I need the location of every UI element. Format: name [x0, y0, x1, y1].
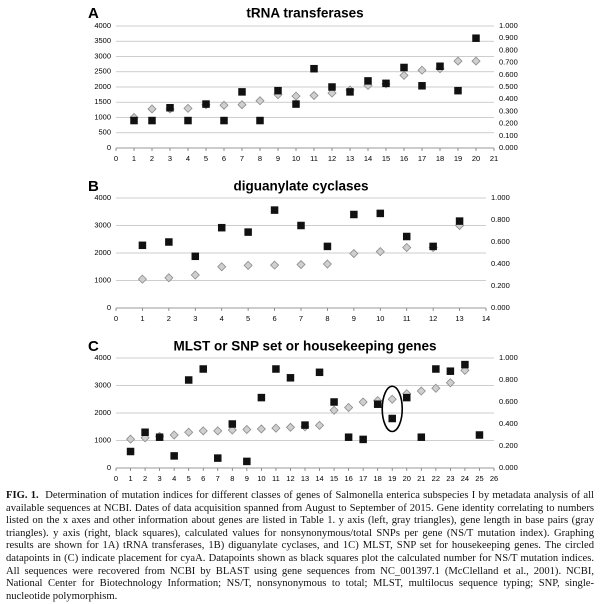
y-left-tick-label: 2000 — [94, 247, 111, 257]
ns-t-index-point — [271, 206, 279, 214]
x-tick-label: 23 — [446, 473, 455, 483]
ns-t-index-point — [328, 83, 336, 91]
ns-t-index-point — [185, 376, 193, 384]
ns-t-index-point — [256, 117, 264, 125]
x-tick-label: 1 — [140, 313, 145, 323]
chart-panel-a — [88, 5, 518, 163]
y-right-tick-label: 0.600 — [499, 69, 518, 79]
gene-length-point — [454, 57, 462, 65]
gene-length-point — [472, 57, 480, 65]
ns-t-index-point — [127, 448, 134, 456]
ns-t-index-point — [461, 361, 469, 369]
ns-t-index-point — [476, 431, 484, 439]
x-tick-label: 15 — [329, 473, 339, 483]
gene-length-point — [243, 426, 251, 434]
y-right-tick-label: 0.400 — [499, 94, 518, 104]
x-tick-label: 5 — [186, 473, 191, 483]
ns-t-index-point — [165, 238, 173, 246]
ns-t-index-point — [472, 34, 480, 42]
y-right-tick-label: 1.000 — [499, 20, 518, 30]
gene-length-point — [417, 387, 425, 395]
gene-length-point — [256, 97, 264, 105]
gene-length-point — [185, 428, 193, 436]
x-tick-label: 5 — [203, 153, 209, 163]
gene-length-point — [214, 427, 222, 435]
gene-length-point — [323, 260, 331, 268]
x-tick-label: 16 — [344, 473, 353, 483]
x-tick-label: 7 — [215, 473, 220, 483]
y-left-tick-label: 2000 — [94, 81, 111, 91]
y-left-tick-label: 4000 — [94, 352, 111, 362]
ns-t-index-point — [310, 65, 318, 73]
y-left-tick-label: 0 — [106, 302, 111, 312]
x-tick-label: 9 — [351, 313, 356, 323]
x-tick-label: 1 — [128, 473, 133, 483]
chart-panel-b — [88, 178, 510, 323]
gene-length-point — [418, 66, 426, 74]
x-tick-label: 4 — [172, 473, 177, 483]
gene-length-point — [286, 423, 294, 431]
y-right-tick-label: 0.600 — [499, 396, 518, 406]
y-left-tick-label: 1500 — [94, 97, 111, 107]
y-right-tick-label: 0.200 — [499, 440, 518, 450]
y-left-tick-label: 1000 — [94, 435, 111, 445]
chart-title: tRNA transferases — [246, 5, 364, 21]
x-tick-label: 2 — [149, 153, 155, 163]
gene-length-point — [238, 101, 246, 109]
x-tick-label: 8 — [230, 473, 235, 483]
y-left-tick-label: 3000 — [94, 51, 111, 61]
ns-t-index-point — [218, 224, 226, 232]
ns-t-index-point — [432, 365, 440, 373]
ns-t-index-point — [229, 420, 237, 428]
ns-t-index-point — [429, 243, 437, 251]
y-left-tick-label: 500 — [98, 127, 111, 137]
gene-length-point — [218, 263, 226, 271]
x-tick-label: 14 — [315, 473, 324, 483]
ns-t-index-point — [139, 242, 147, 250]
y-right-tick-label: 0.500 — [499, 81, 518, 91]
x-tick-label: 11 — [402, 313, 411, 323]
gene-length-point — [310, 92, 318, 100]
ns-t-index-point — [447, 367, 455, 375]
ns-t-index-point — [170, 452, 178, 460]
gene-length-point — [376, 248, 384, 256]
ns-t-index-point — [192, 253, 200, 260]
ns-t-index-point — [364, 77, 372, 85]
panel-letter: A — [88, 4, 99, 22]
x-tick-label: 17 — [358, 473, 368, 483]
ns-t-index-point — [403, 233, 411, 241]
y-right-tick-label: 0.800 — [499, 45, 518, 55]
x-tick-label: 15 — [381, 153, 391, 163]
y-left-tick-label: 1000 — [94, 275, 111, 285]
x-tick-label: 1 — [131, 153, 137, 163]
ns-t-index-point — [330, 398, 338, 406]
y-right-tick-label: 0.000 — [499, 142, 518, 152]
x-tick-label: 4 — [219, 313, 224, 323]
figure-caption — [6, 490, 594, 603]
ns-t-index-point — [214, 454, 222, 462]
ns-t-index-point — [316, 369, 324, 377]
x-tick-label: 24 — [460, 473, 470, 483]
gene-length-point — [388, 395, 396, 403]
y-left-tick-label: 2000 — [94, 407, 111, 417]
y-right-tick-label: 0.000 — [491, 302, 510, 312]
gene-length-point — [199, 427, 207, 435]
ns-t-index-point — [238, 88, 246, 96]
x-tick-label: 5 — [246, 313, 251, 323]
ns-t-index-point — [287, 374, 295, 382]
gene-length-point — [292, 92, 300, 100]
ns-t-index-point — [202, 100, 210, 108]
x-tick-label: 20 — [402, 473, 411, 483]
cyaA-highlight-circle — [382, 386, 402, 431]
x-tick-label: 3 — [167, 153, 173, 163]
x-tick-label: 18 — [435, 153, 445, 163]
ns-t-index-point — [456, 217, 464, 225]
x-tick-label: 6 — [272, 313, 277, 323]
x-tick-label: 9 — [244, 473, 249, 483]
x-tick-label: 20 — [471, 153, 481, 163]
ns-t-index-point — [400, 64, 408, 71]
x-tick-label: 2 — [166, 313, 171, 323]
x-tick-label: 19 — [388, 473, 397, 483]
gene-length-point — [316, 421, 324, 429]
x-tick-label: 12 — [286, 473, 295, 483]
x-tick-label: 12 — [327, 153, 337, 163]
x-tick-label: 12 — [428, 313, 438, 323]
x-tick-label: 13 — [300, 473, 310, 483]
gene-length-point — [400, 71, 408, 79]
ns-t-index-point — [292, 100, 300, 108]
x-tick-label: 18 — [373, 473, 382, 483]
x-tick-label: 3 — [193, 313, 198, 323]
gene-length-point — [191, 271, 199, 279]
y-left-tick-label: 1000 — [94, 112, 111, 122]
y-left-tick-label: 4000 — [94, 20, 111, 30]
gene-length-point — [345, 404, 353, 412]
x-tick-label: 17 — [417, 153, 427, 163]
chart-title: MLST or SNP set or housekeeping genes — [173, 338, 437, 354]
x-tick-label: 11 — [272, 473, 280, 483]
y-left-tick-label: 4000 — [94, 192, 111, 202]
y-left-tick-label: 0 — [106, 142, 111, 152]
x-tick-label: 21 — [489, 153, 499, 163]
ns-t-index-point — [274, 87, 282, 95]
ns-t-index-point — [141, 429, 149, 437]
gene-length-point — [403, 244, 411, 252]
gene-length-point — [297, 261, 305, 269]
x-tick-label: 26 — [489, 473, 499, 483]
y-right-tick-label: 0.100 — [499, 130, 518, 140]
x-tick-label: 4 — [185, 153, 191, 163]
y-left-tick-label: 2500 — [94, 66, 111, 76]
y-right-tick-label: 0.600 — [491, 236, 510, 246]
x-tick-label: 3 — [157, 473, 162, 483]
x-tick-label: 10 — [291, 153, 301, 163]
y-left-tick-label: 3500 — [94, 36, 111, 46]
ns-t-index-point — [345, 433, 353, 441]
x-tick-label: 2 — [142, 473, 148, 483]
ns-t-index-point — [377, 210, 385, 218]
x-tick-label: 22 — [431, 473, 441, 483]
y-right-tick-label: 1.000 — [499, 352, 518, 362]
ns-t-index-point — [346, 88, 354, 96]
gene-length-point — [350, 250, 358, 258]
y-left-tick-label: 3000 — [94, 380, 111, 390]
gene-length-point — [138, 275, 146, 283]
x-tick-label: 25 — [475, 473, 484, 483]
x-tick-label: 10 — [376, 313, 385, 323]
caption-label: FIG. 1. — [6, 490, 39, 501]
x-tick-label: 14 — [481, 313, 491, 323]
panel-letter: B — [88, 177, 99, 195]
x-tick-label: 6 — [201, 473, 206, 483]
x-tick-label: 9 — [275, 153, 281, 163]
y-left-tick-label: 3000 — [94, 220, 111, 230]
ns-t-index-point — [324, 243, 332, 251]
chart-panel-c — [88, 338, 518, 483]
y-right-tick-label: 1.000 — [491, 192, 510, 202]
ns-t-index-point — [454, 87, 462, 95]
gene-length-point — [359, 398, 367, 406]
ns-t-index-point — [166, 104, 174, 112]
y-right-tick-label: 0.400 — [499, 418, 518, 428]
ns-t-index-point — [244, 228, 252, 236]
ns-t-index-point — [403, 394, 411, 402]
panel-letter: C — [88, 337, 99, 355]
y-right-tick-label: 0.400 — [491, 258, 510, 268]
x-tick-label: 8 — [257, 153, 263, 163]
ns-t-index-point — [199, 365, 207, 373]
x-tick-label: 0 — [113, 473, 119, 483]
ns-t-index-point — [418, 82, 426, 90]
gene-length-point — [127, 435, 135, 443]
y-right-tick-label: 0.200 — [499, 118, 518, 128]
gene-length-point — [244, 261, 252, 269]
y-right-tick-label: 0.900 — [499, 33, 518, 43]
y-right-tick-label: 0.800 — [499, 374, 518, 384]
x-tick-label: 0 — [113, 313, 119, 323]
ns-t-index-point — [388, 415, 396, 423]
ns-t-index-point — [156, 433, 164, 441]
caption-text: Determination of mutation indices for different classes of genes of Salmonella enterica subspecies I by metadata analysis of all available sequences at NCBI. Dates of data acquisition spanned from August to September of 2015. Gene identity correlating to numbers listed on the x axes and other information about genes are listed in Table 1. y axis (left, gray triangles), gene length in base pairs (gray triangles). y axis (right, black squares), calculated values for nonsynonymous/total SNPs per gene (NS/T mutation index). Graphing results are shown for 1A) tRNA transferases, 1B) diguanylate cyclases, and 1C) MLST, SNP set for housekeeping genes. The circled datapoints in (C) indicate placement for cyaA. Datapoints shown as black squares plot the calculated number for NS/T mutation indices. All sequences were recovered from NCBI by BLAST using gene sequences from NC_001397.1 (McClelland et al., 2001). NCBI, National Center for Biotechnology Information; NS/T, nonsynonymous to total; MLST, multilocus sequence typing; SNP, single-nucleotide polymorphism. — [6, 490, 595, 602]
ns-t-index-point — [436, 63, 444, 70]
ns-t-index-point — [148, 117, 156, 125]
ns-t-index-point — [184, 117, 192, 125]
x-tick-label: 21 — [417, 473, 426, 483]
ns-t-index-point — [418, 433, 426, 441]
x-tick-label: 13 — [345, 153, 355, 163]
x-tick-label: 13 — [455, 313, 464, 323]
y-right-tick-label: 0.800 — [491, 214, 510, 224]
gene-length-point — [271, 261, 279, 269]
gene-length-point — [148, 105, 156, 113]
x-tick-label: 19 — [453, 153, 463, 163]
gene-length-point — [257, 425, 265, 433]
x-tick-label: 8 — [325, 313, 330, 323]
ns-t-index-point — [301, 421, 309, 429]
ns-t-index-point — [258, 394, 266, 402]
y-right-tick-label: 0.300 — [499, 106, 518, 116]
ns-t-index-point — [382, 80, 390, 88]
ns-t-index-point — [374, 400, 382, 408]
x-tick-label: 10 — [257, 473, 266, 483]
ns-t-index-point — [359, 436, 367, 444]
x-tick-label: 6 — [221, 153, 227, 163]
ns-t-index-point — [130, 117, 138, 125]
gene-length-point — [170, 431, 178, 439]
y-right-tick-label: 0.200 — [491, 280, 510, 290]
gene-length-point — [184, 104, 192, 112]
ns-t-index-point — [297, 222, 305, 230]
x-tick-label: 7 — [298, 313, 304, 323]
ns-t-index-point — [272, 365, 280, 373]
x-tick-label: 11 — [310, 153, 318, 163]
y-right-tick-label: 0.700 — [499, 57, 518, 67]
chart-title: diguanylate cyclases — [233, 178, 369, 194]
y-right-tick-label: 0.000 — [499, 462, 518, 472]
x-tick-label: 14 — [363, 153, 373, 163]
y-left-tick-label: 0 — [106, 462, 111, 472]
ns-t-index-point — [243, 458, 251, 466]
ns-t-index-point — [350, 211, 358, 219]
gene-length-point — [272, 424, 280, 432]
x-tick-label: 0 — [113, 153, 119, 163]
x-tick-label: 7 — [239, 153, 245, 163]
x-tick-label: 16 — [399, 153, 409, 163]
ns-t-index-point — [220, 117, 228, 125]
